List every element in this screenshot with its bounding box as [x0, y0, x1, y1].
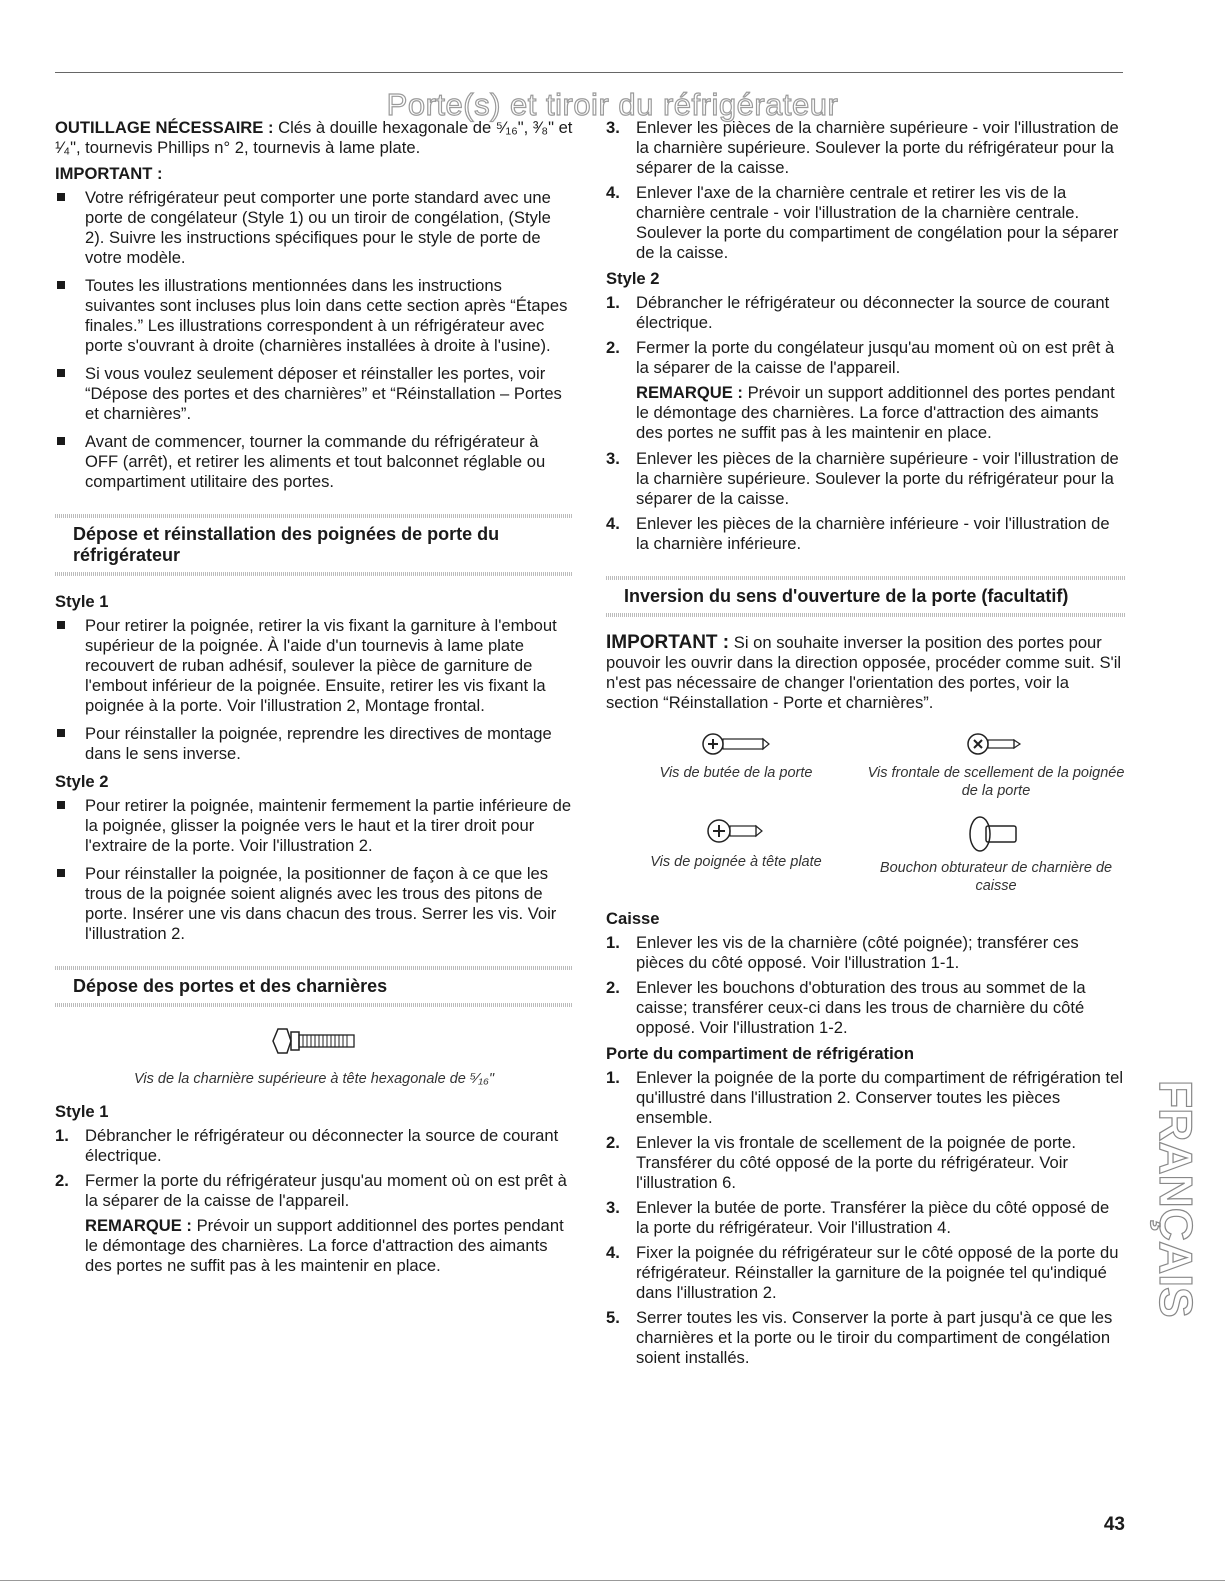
list-item: Si vous voulez seulement déposer et réinstaller les portes, voir “Dépose des portes et des charnières” et “Réinstallation – Portes et charnières”. — [55, 364, 573, 424]
list-item: 1. Enlever les vis de la charnière (côté poignée); transférer ces pièces du côté opposé. Voir l'illustration 1-1. — [606, 933, 1079, 972]
hex-screw-figure — [55, 1023, 573, 1088]
list-item: 2. Enlever la vis frontale de scellement de la poignée de porte. Transférer du côté opposé de la porte du réfrigérateur. Voir l'illustration 6. — [606, 1133, 1077, 1192]
door-stop-screw: Vis de butée de la porte — [606, 729, 866, 800]
plug-icon — [966, 814, 1026, 854]
bullet-icon — [57, 729, 65, 737]
bullet-icon — [57, 621, 65, 629]
page-number: 43 — [1103, 1514, 1125, 1535]
bullet-list — [55, 188, 573, 492]
list-item: 2. Fermer la porte du réfrigérateur jusqu'au moment où on est prêt à la séparer de la caisse de l'appareil. — [55, 1171, 567, 1210]
list-item: Pour retirer la poignée, retirer la vis fixant la garniture à l'embout supérieur de la poignée. À l'aide d'un tournevis à lame plate recouvert de ruban adhésif, soulever la pièce de garniture de l'embout inférieur de la poignée. Ensuite, retirer les vis fixant la poignée à la porte. Voir l'illustration 2, Montage frontal. — [55, 616, 573, 716]
list-item: Avant de commencer, tourner la commande du réfrigérateur à OFF (arrêt), et retirer les aliments et tout balconnet réglable ou compartiment utilitaire des portes. — [55, 432, 573, 492]
list-item: 2. Enlever les bouchons d'obturation des trous au sommet de la caisse; transférer ceux-ci dans les trous de charnière du côté opposé. Voir l'illustration 1-2. — [606, 978, 1086, 1037]
list-item: 3. Enlever les pièces de la charnière supérieure - voir l'illustration de la charnière supérieure. Soulever la porte du réfrigérateur pour la séparer de la caisse. — [606, 118, 1119, 177]
list-item: Pour réinstaller la poignée, reprendre les directives de montage dans le sens inverse. — [55, 724, 573, 764]
list-item: 4. Fixer la poignée du réfrigérateur sur le côté opposé de la porte du réfrigérateur. Réinstaller la garniture de la poignée tel qu'indiqué dans l'illustration 2. — [606, 1243, 1119, 1302]
section-header-handles: Dépose et réinstallation des poignées de porte du réfrigérateur — [55, 508, 573, 582]
important-label: IMPORTANT : — [55, 164, 163, 183]
bullet-icon — [57, 281, 65, 289]
list-item: Votre réfrigérateur peut comporter une porte standard avec une porte de congélateur (Style 1) ou un tiroir de congélation, (Style 2). Suivre les instructions spécifiques pour le style de porte de votre modèle. — [55, 188, 573, 268]
screw-icons-row-1 — [606, 729, 1126, 800]
bullet-icon — [57, 369, 65, 377]
tools-paragraph — [55, 118, 573, 158]
screw-icons-row-2 — [606, 814, 1126, 895]
right-column — [606, 118, 1126, 1373]
fridge-door-label: Porte du compartiment de réfrigération — [606, 1044, 914, 1063]
list-item: 3. Enlever la butée de porte. Transférer la pièce du côté opposé de la porte du réfrigérateur. Voir l'illustration 4. — [606, 1198, 1110, 1237]
bullet-icon — [57, 437, 65, 445]
list-item: 3. Enlever les pièces de la charnière supérieure - voir l'illustration de la charnière supérieure. Soulever la porte du réfrigérateur pour la séparer de la caisse. — [606, 449, 1119, 508]
important-label: IMPORTANT : — [606, 632, 730, 653]
style1-label: Style 1 — [55, 1102, 109, 1121]
remarque-label: REMARQUE : — [636, 383, 743, 402]
list-item: Toutes les illustrations mentionnées dans les instructions suivantes sont incluses plus loin dans cette section après “Étapes finales.” Les illustrations correspondent à un réfrigérateur avec porte s'ouvrant à droite (charnières installées à droite à l'usine). — [55, 276, 573, 356]
section-header-doors: Dépose des portes et des charnières — [55, 960, 573, 1013]
phillips-screw-icon — [701, 729, 771, 759]
bullet-icon — [57, 193, 65, 201]
style2-label: Style 2 — [55, 772, 109, 791]
style2-label: Style 2 — [606, 269, 660, 288]
remarque-paragraph: REMARQUE : Prévoir un support additionnel des portes pendant le démontage des charnières. La force d'attraction des aimants des portes ne suffit pas à les maintenir en place. — [85, 1216, 564, 1275]
tools-label: OUTILLAGE NÉCESSAIRE : — [55, 118, 274, 137]
list-item: 1. Débrancher le réfrigérateur ou déconnecter la source de courant électrique. — [55, 1126, 559, 1165]
caisse-label: Caisse — [606, 909, 660, 928]
handle-seal-screw: Vis frontale de scellement de la poignée de la porte — [866, 729, 1126, 800]
list-item: 5. Serrer toutes les vis. Conserver la porte à part jusqu'à ce que les charnières et la porte ou le tiroir du compartiment de congélation soient installés. — [606, 1308, 1113, 1367]
section-header-reverse: Inversion du sens d'ouverture de la porte (facultatif) — [606, 570, 1126, 623]
tools-text: Clés à douille hexagonale de ⁵⁄₁₆", ³⁄₈" et ¹⁄₄", tournevis Phillips n° 2, tournevis à lame plate. — [55, 118, 573, 157]
list-item: 1. Débrancher le réfrigérateur ou déconnecter la source de courant électrique. — [606, 293, 1110, 332]
hinge-screw-caption: Vis de la charnière supérieure à tête hexagonale de ⁵⁄₁₆" — [134, 1071, 494, 1087]
bottom-rule — [0, 1580, 1225, 1581]
list-item: Pour retirer la poignée, maintenir fermement la partie inférieure de la poignée, glisser la poignée vers le haut et la tirer droit pour l'extraire de la porte. Voir l'illustration 2. — [55, 796, 573, 856]
remarque-paragraph: REMARQUE : Prévoir un support additionnel des portes pendant le démontage des charnières. La force d'attraction des aimants des portes ne suffit pas à les maintenir en place. — [636, 383, 1115, 442]
style1-label: Style 1 — [55, 592, 109, 611]
left-column — [55, 118, 573, 1276]
list-item: 4. Enlever l'axe de la charnière centrale et retirer les vis de la charnière centrale - voir l'illustration de la charnière centrale. Soulever la porte du compartiment de congélation pour la séparer de la caisse. — [606, 183, 1119, 262]
language-side-tab — [1140, 1080, 1210, 1340]
top-rule — [55, 72, 1123, 73]
list-item: Pour réinstaller la poignée, la positionner de façon à ce que les trous de la poignée soient alignés avec les trous des pitons de porte. Insérer une vis dans chacun des trous. Serrer les vis. Voir l'illustration 2. — [55, 864, 573, 944]
bullet-icon — [57, 801, 65, 809]
important-paragraph: IMPORTANT : Si on souhaite inverser la position des portes pour pouvoir les ouvrir dans la direction opposée, procéder comme suit. S'il n'est pas nécessaire de changer l'orientation des portes, voir la section “Réinstallation - Porte et charnières”. — [606, 632, 1122, 712]
list-item: 1. Enlever la poignée de la porte du compartiment de réfrigération tel qu'illustré dans l'illustration 2. Conserver toutes les pièces ensemble. — [606, 1068, 1124, 1127]
phillips-screw-icon — [966, 729, 1026, 759]
page-title: Porte(s) et tiroir du réfrigérateur — [386, 87, 839, 122]
hinge-plug: Bouchon obturateur de charnière de caisse — [866, 814, 1126, 895]
side-tab-text: FRANÇAIS — [1150, 1080, 1202, 1318]
hex-screw-icon — [269, 1023, 359, 1059]
flat-head-screw: Vis de poignée à tête plate — [606, 814, 866, 895]
list-item: 2. Fermer la porte du congélateur jusqu'au moment où on est prêt à la séparer de la caisse de l'appareil. — [606, 338, 1115, 377]
list-item: 4. Enlever les pièces de la charnière inférieure - voir l'illustration de la charnière inférieure. — [606, 514, 1110, 553]
remarque-label: REMARQUE : — [85, 1216, 192, 1235]
bullet-icon — [57, 869, 65, 877]
phillips-screw-icon — [706, 814, 766, 848]
